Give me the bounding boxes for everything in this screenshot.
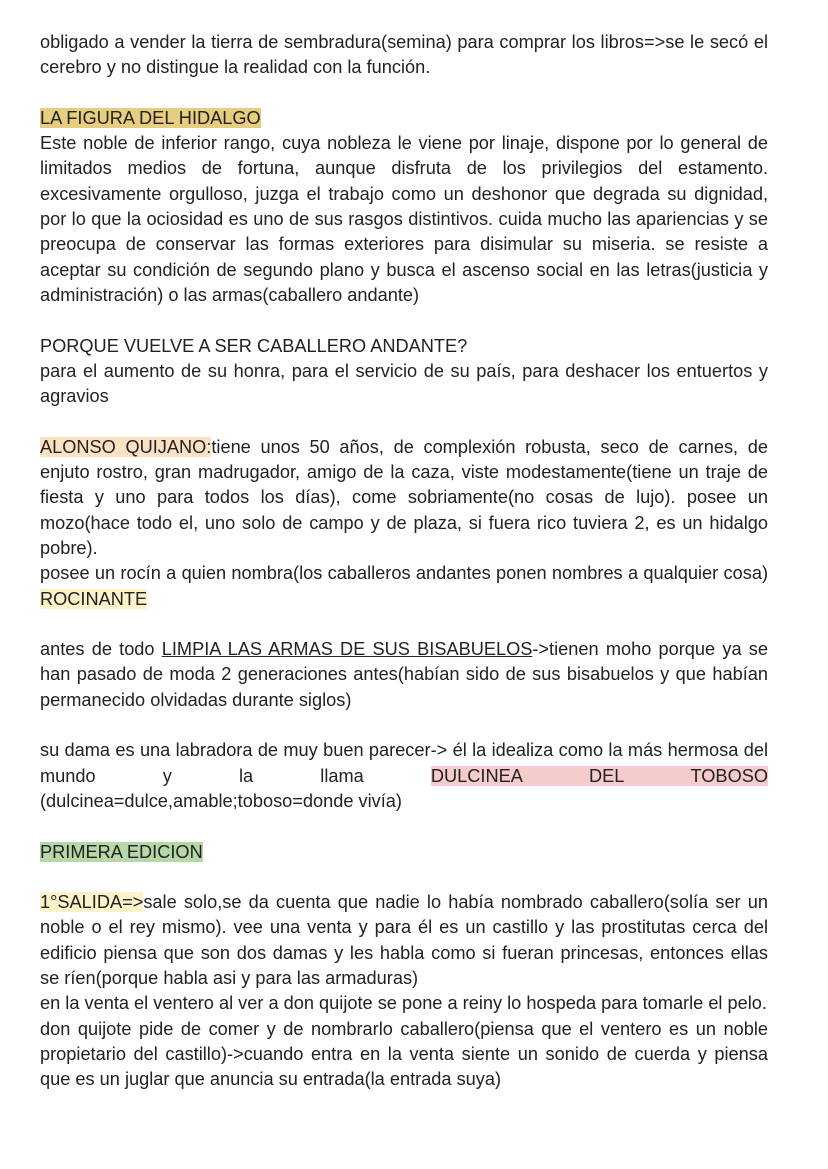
edicion-heading-line (40, 840, 768, 865)
rocin-paragraph (40, 561, 768, 612)
intro-paragraph: obligado a vender la tierra de sembradura(semina) para comprar los libros=>se le secó el cerebro y no distingue la realidad con la función. (40, 32, 768, 78)
spacer (40, 81, 768, 106)
venta-paragraph: en la venta el ventero al ver a don quijote se pone a reiny lo hospeda para tomarle el pelo. (40, 993, 767, 1014)
rocinante-highlight: ROCINANTE (40, 588, 148, 609)
alonso-paragraph (40, 435, 768, 561)
spacer (40, 814, 768, 839)
hidalgo-paragraph: Este noble de inferior rango, cuya nobleza le viene por linaje, dispone por lo general de limitados medios de fortuna, aunque disfruta de los privilegios del estamento. excesivamente orgulloso, juzga el trabajo como un deshonor que degrada su dignidad, por lo que la ociosidad es uno de sus rasgos distintivos. cuida mucho las apariencias y se preocupa de conservar las formas exteriores para disimular su miseria. se resiste a aceptar su condición de segundo plano y busca el ascenso social en las letras(justicia y administración) o las armas(caballero andante) (40, 133, 768, 305)
hidalgo-heading: LA FIGURA DEL HIDALGO (40, 107, 261, 128)
rocin-text: posee un rocín a quien nombra(los caballeros andantes ponen nombres a qualquier cosa) (40, 563, 768, 584)
dama-text: su dama es una labradora de muy buen parecer-> él la idealiza como la más hermosa del mundo y la llama (40, 740, 768, 786)
comer-paragraph: don quijote pide de comer y de nombrarlo caballero(piensa que el ventero es un noble propietario del castillo)->cuando entra en la venta siente un sonido de cuerda y piensa que es un juglar que anuncia su entrada(la entrada suya) (40, 1018, 768, 1090)
hidalgo-heading-line (40, 106, 768, 131)
spacer (40, 865, 768, 890)
salida-label: 1°SALIDA=> (40, 892, 144, 913)
edicion-heading: PRIMERA EDICION (40, 841, 203, 862)
document-page (40, 30, 768, 1092)
armas-underlined: LIMPIA LAS ARMAS DE SUS BISABUELOS (161, 639, 533, 660)
armas-prefix: antes de todo (40, 639, 162, 660)
spacer (40, 713, 768, 738)
armas-rest: ->tienen moho porque ya se han pasado de moda 2 generaciones antes(habían sido de sus bisabuelos y que habían permanecido olvidadas durante siglos) (40, 639, 768, 710)
dulcinea-highlight: DULCINEA DEL TOBOSO (430, 765, 768, 786)
spacer (40, 409, 768, 434)
alonso-body: tiene unos 50 años, de complexión robusta, seco de carnes, de enjuto rostro, gran madrugador, amigo de la caza, viste modestamente(tiene un traje de fiesta y uno para todos los días), come sobriamente(no cosas de lujo). posee un mozo(hace todo el, uno solo de campo y de plaza, si fuera rico tuviera 2, es un hidalgo pobre). (40, 436, 768, 558)
salida-paragraph (40, 890, 768, 991)
alonso-label: ALONSO QUIJANO: (40, 436, 212, 457)
armas-paragraph (40, 637, 768, 713)
porque-answer: para el aumento de su honra, para el servicio de su país, para deshacer los entuertos y agravios (40, 360, 768, 407)
salida-body: sale solo,se da cuenta que nadie lo había nombrado caballero(solía ser un noble o el rey mismo). vee una venta y para él es un castillo y las prostitutas cerca del edificio piensa que son dos damas y les habla como si fueran princesas, entonces ellas se ríen(porque habla asi y para las armaduras) (40, 892, 768, 988)
porque-question: PORQUE VUELVE A SER CABALLERO ANDANTE? (40, 335, 468, 356)
spacer (40, 308, 768, 333)
dama-note: (dulcinea=dulce,amable;toboso=donde vivía) (40, 790, 402, 811)
dama-paragraph (40, 738, 768, 789)
spacer (40, 612, 768, 637)
